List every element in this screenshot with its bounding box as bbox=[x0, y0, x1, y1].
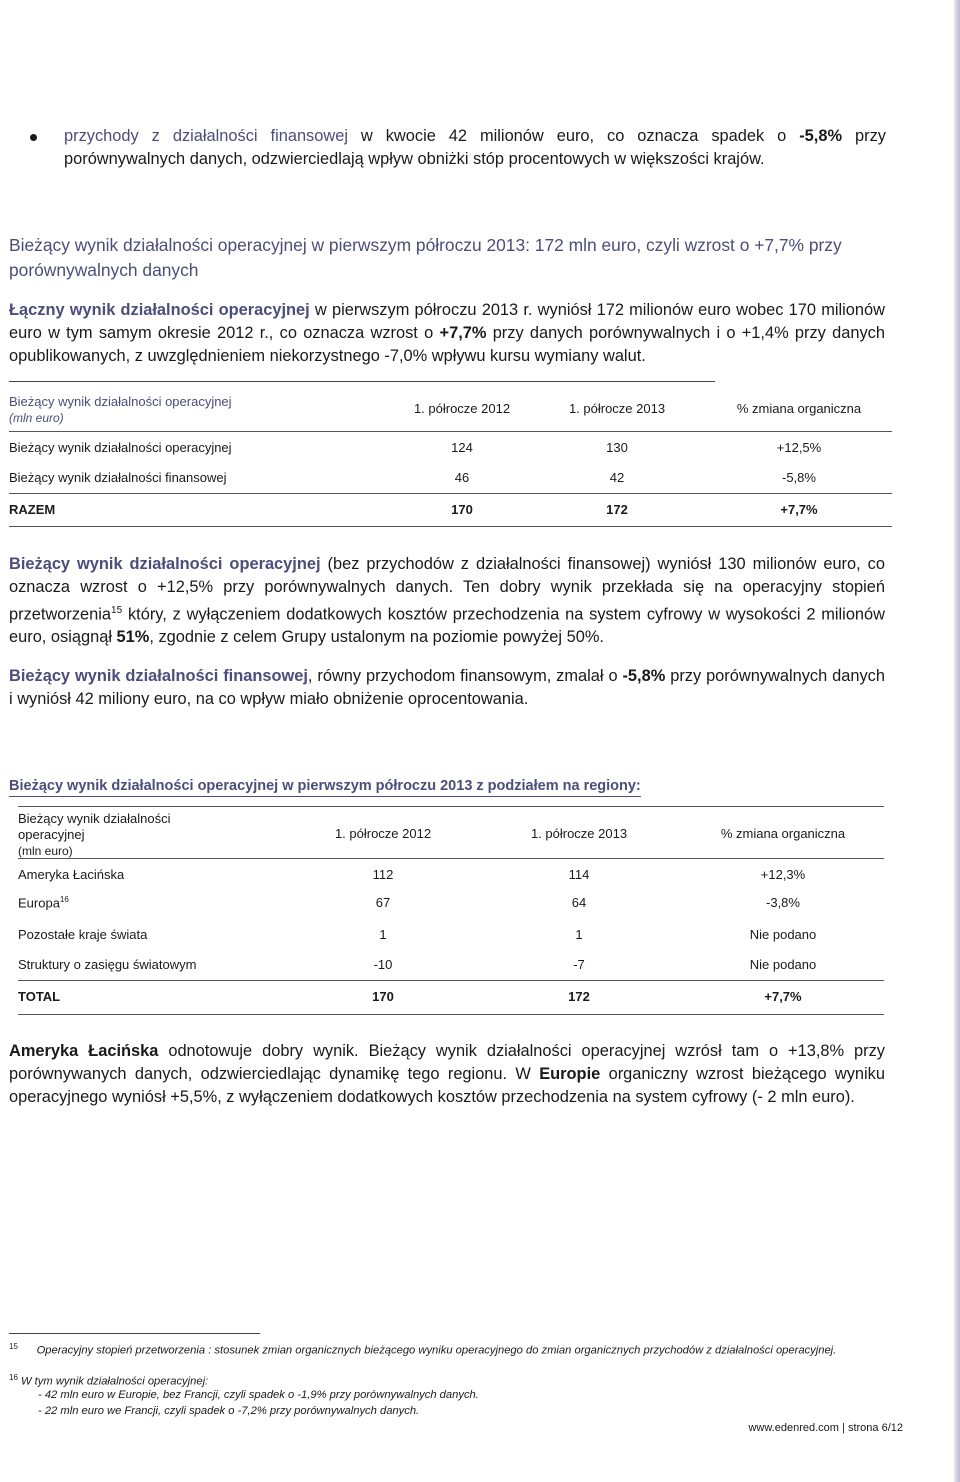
paragraph-text: , zgodnie z celem Grupy ustalonym na poziomie powyżej 50%. bbox=[149, 628, 604, 647]
paragraph-text: przy danych porównywalnych i o +1,4% przy danych opublikowanych, z uwzględnieniem niekorzystnego -7,0% wpływu kursu wymiany walut. bbox=[9, 324, 885, 365]
header-unit: (mln euro) bbox=[18, 844, 73, 858]
total-label: RAZEM bbox=[9, 502, 56, 517]
row-value-2013: 64 bbox=[571, 895, 587, 910]
row-value-change: +12,5% bbox=[776, 440, 822, 455]
paragraph-text: organiczny wzrost bieżącego wyniku operacyjnego wyniósł +5,5%, z wyłączeniem dodatkowych kosztów przechodzenia na system cyfrowy (- 2 mln euro). bbox=[9, 1065, 885, 1106]
footer-separator: | bbox=[842, 1422, 845, 1434]
total-value-change: +7,7% bbox=[764, 989, 802, 1004]
footnote-ref: 16 bbox=[59, 895, 69, 904]
footnote-text: W tym wynik działalności operacyjnej: bbox=[21, 1375, 209, 1388]
row-value-2012: 46 bbox=[454, 470, 470, 485]
paragraph-value: +7,7% bbox=[439, 324, 487, 342]
row-label: Bieżący wynik działalności operacyjnej bbox=[9, 440, 232, 455]
paragraph-text: który, z wyłączeniem dodatkowych kosztów przechodzenia na system cyfrowy w wysokości 2 milionów euro, osiągnął bbox=[9, 605, 885, 647]
section2-title: Bieżący wynik działalności operacyjnej w pierwszym półroczu 2013 z podziałem na regiony: bbox=[9, 778, 641, 797]
section1-title: Bieżący wynik działalności operacyjnej w pierwszym półroczu 2013: 172 mln euro, czyli wzrost o +7,7% przy porównywalnych danych bbox=[9, 235, 842, 280]
paragraph-bold: Łączny wynik działalności operacyjnej bbox=[9, 301, 310, 319]
row-label: Ameryka Łacińska bbox=[18, 867, 125, 882]
col-header-change: % zmiana organiczna bbox=[720, 826, 846, 841]
paragraph-bold: Europie bbox=[539, 1065, 601, 1083]
section1-paragraph bbox=[9, 299, 885, 368]
total-value-2012: 170 bbox=[372, 989, 394, 1004]
col-header-2013: 1. półrocze 2013 bbox=[568, 401, 666, 416]
footnote-15 bbox=[9, 1340, 889, 1358]
col-header-2012: 1. półrocze 2012 bbox=[413, 401, 511, 416]
page-edge-shade bbox=[954, 0, 960, 1482]
row-value-2013: 1 bbox=[575, 927, 583, 942]
table-top-rule bbox=[18, 806, 884, 807]
row-value-2012: 124 bbox=[451, 440, 473, 455]
paragraph-bold: Ameryka Łacińska bbox=[9, 1042, 159, 1060]
bullet-text bbox=[64, 125, 886, 171]
table-bottom-rule bbox=[9, 526, 892, 527]
row-value-change: Nie podano bbox=[749, 957, 817, 972]
header-label: Bieżący wynik działalności bbox=[18, 811, 171, 826]
row-label: Struktury o zasięgu światowym bbox=[18, 957, 197, 972]
total-value-2013: 172 bbox=[606, 502, 628, 517]
row-value-change: +12,3% bbox=[760, 867, 806, 882]
row-value-2012: 1 bbox=[379, 927, 387, 942]
bullet-dot-icon bbox=[30, 134, 37, 141]
row-label-text: Europa bbox=[18, 895, 60, 911]
bullet-text-part: przy porównywalnych danych, odzwierciedlają wpływ obniżki stóp procentowych w większości krajów. bbox=[64, 127, 886, 168]
footnote-rule bbox=[9, 1333, 260, 1334]
table-header-label bbox=[18, 811, 170, 859]
bullet-text-part: w kwocie 42 milionów euro, co oznacza spadek o bbox=[347, 127, 800, 145]
total-value-change: +7,7% bbox=[780, 502, 818, 517]
financial-result-paragraph bbox=[9, 665, 885, 711]
footnote-16 bbox=[9, 1371, 889, 1389]
total-value-2013: 172 bbox=[568, 989, 590, 1004]
operating-result-paragraph bbox=[9, 553, 885, 649]
paragraph-text: w pierwszym półroczu 2013 r. wyniósł 172 milionów euro wobec 170 milionów euro w tym samym okresie 2012 r., co oznacza wzrost o bbox=[9, 301, 885, 342]
row-label: Pozostałe kraje świata bbox=[18, 927, 148, 942]
bullet-value: -5,8% bbox=[799, 127, 843, 145]
footnote-item: - 22 mln euro we Francji, czyli spadek o -7,2% przy porównywalnych danych. bbox=[38, 1405, 420, 1417]
table-total-rule bbox=[9, 493, 892, 494]
row-value-2012: 67 bbox=[375, 895, 391, 910]
row-value-2013: 114 bbox=[568, 867, 590, 882]
header-label: Bieżący wynik działalności operacyjnej bbox=[9, 394, 232, 409]
row-value-change: -3,8% bbox=[766, 895, 800, 910]
footnote-item: - 42 mln euro w Europie, bez Francji, czyli spadek o -1,9% przy porównywalnych danych. bbox=[38, 1389, 479, 1401]
footnote-number: 15 bbox=[9, 1342, 18, 1351]
row-value-2012: 112 bbox=[372, 867, 394, 882]
footnote-number: 16 bbox=[9, 1373, 18, 1382]
paragraph-text: (bez przychodów z działalności finansowej) wyniósł 130 milionów euro, co oznacza wzrost o +12,5% przy porównywalnych danych. Ten dobry wynik przekłada się na operacyjny stopień przetworzenia bbox=[9, 555, 885, 624]
table-total-rule bbox=[18, 980, 884, 981]
header-unit: (mln euro) bbox=[9, 411, 64, 425]
total-label: TOTAL bbox=[18, 989, 61, 1004]
row-label: Bieżący wynik działalności finansowej bbox=[9, 470, 227, 485]
table-top-rule bbox=[9, 381, 715, 382]
row-label bbox=[18, 895, 69, 910]
table-header-label bbox=[9, 394, 232, 426]
paragraph-text: przy porównywalnych danych i wyniósł 42 miliony euro, na co wpływ miało obniżenie oprocentowania. bbox=[9, 667, 885, 708]
paragraph-bold: Bieżący wynik działalności operacyjnej bbox=[9, 555, 321, 573]
col-header-change: % zmiana organiczna bbox=[736, 401, 862, 416]
table-header-rule bbox=[18, 858, 884, 859]
paragraph-bold: Bieżący wynik działalności finansowej bbox=[9, 667, 308, 685]
row-value-2013: -7 bbox=[573, 957, 585, 972]
bullet-lead: przychody z działalności finansowej bbox=[64, 127, 348, 145]
row-value-2013: 130 bbox=[606, 440, 628, 455]
col-header-2013: 1. półrocze 2013 bbox=[530, 826, 628, 841]
row-value-2013: 42 bbox=[609, 470, 625, 485]
row-value-2012: -10 bbox=[373, 957, 393, 972]
footnote-ref: 15 bbox=[111, 605, 123, 616]
paragraph-text: , równy przychodom finansowym, zmalał o bbox=[307, 667, 623, 685]
footer-site: www.edenred.com bbox=[748, 1422, 839, 1434]
page-footer bbox=[748, 1422, 903, 1434]
paragraph-value: 51% bbox=[116, 628, 150, 647]
header-label: operacyjnej bbox=[18, 827, 85, 842]
paragraph-text: odnotowuje dobry wynik. Bieżący wynik działalności operacyjnej wzrósł tam o +13,8% przy porównywanych danych, odzwierciedlając dynamikę tego regionu. W bbox=[9, 1042, 886, 1083]
row-value-change: Nie podano bbox=[749, 927, 817, 942]
latin-america-paragraph bbox=[9, 1040, 885, 1109]
page-number: strona 6/12 bbox=[847, 1422, 903, 1434]
paragraph-value: -5,8% bbox=[622, 667, 666, 685]
bullet-item bbox=[22, 125, 886, 171]
table-header-rule bbox=[9, 431, 892, 432]
col-header-2012: 1. półrocze 2012 bbox=[334, 826, 432, 841]
row-value-change: -5,8% bbox=[782, 470, 816, 485]
total-value-2012: 170 bbox=[451, 502, 473, 517]
footnote-text: Operacyjny stopień przetworzenia : stosunek zmian organicznych bieżącego wyniku operacyjnego do zmian organicznych przychodów z działalności operacyjnej. bbox=[36, 1344, 837, 1357]
table-bottom-rule bbox=[18, 1014, 884, 1015]
